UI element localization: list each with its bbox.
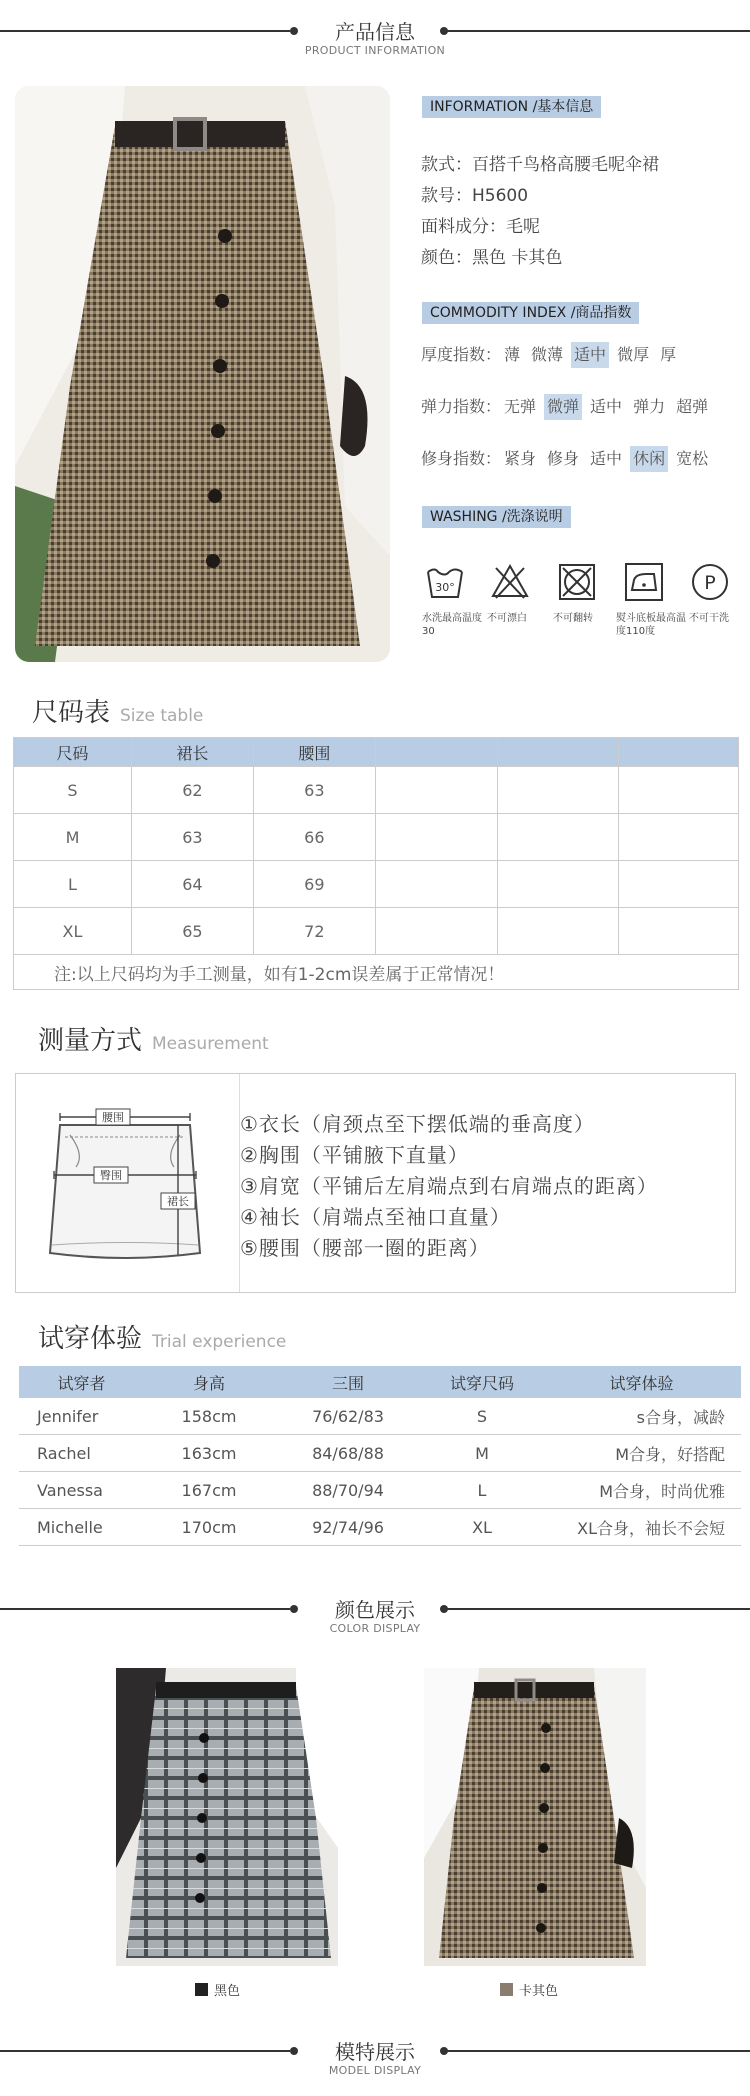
dry-clean-letter: P — [704, 572, 716, 594]
washing-tag: WASHING /洗涤说明 — [422, 506, 571, 528]
size-header-cell: 腰围 — [253, 738, 375, 767]
trial-cell: Jennifer — [19, 1398, 144, 1435]
section-title: 产品信息 — [335, 20, 415, 44]
trial-cell: 170cm — [144, 1509, 274, 1546]
diagram-hip-label: 臀围 — [100, 1169, 122, 1182]
wash-temp-text: 30° — [435, 581, 455, 594]
index-row — [421, 342, 684, 368]
size-cell — [375, 814, 497, 861]
product-photo — [15, 86, 390, 662]
trial-table — [19, 1366, 741, 1546]
index-option: 微弹 — [544, 394, 582, 420]
model-display-header — [0, 2040, 750, 2084]
trial-title — [38, 1318, 286, 1355]
iron-110-icon — [624, 562, 664, 602]
skirt-diagram — [40, 1095, 210, 1270]
info-code: 款号：H5600 — [421, 186, 529, 206]
measurement-title-en: Measurement — [152, 1034, 269, 1054]
index-option: 修身 — [547, 449, 580, 468]
size-cell — [375, 767, 497, 814]
no-tumble-dry-icon — [557, 562, 597, 602]
size-header-cell — [619, 738, 739, 767]
index-row — [421, 394, 716, 420]
wash-label-3: 不可翻转 — [553, 613, 593, 624]
no-dry-clean-icon — [690, 562, 730, 602]
trial-header-cell: 试穿尺码 — [422, 1366, 542, 1398]
measure-item-2: ②胸围（平铺腋下直量） — [240, 1143, 469, 1167]
index-option: 适中 — [590, 397, 623, 416]
size-cell — [619, 814, 739, 861]
trial-header-cell: 试穿者 — [19, 1366, 144, 1398]
color-photo-khaki — [424, 1668, 646, 1966]
trial-cell: XL合身，袖长不会短 — [542, 1509, 741, 1546]
size-cell: 69 — [253, 861, 375, 908]
measurement-title-cn: 测量方式 — [38, 1026, 143, 1056]
size-cell — [619, 767, 739, 814]
diagram-length-label: 裙长 — [167, 1195, 189, 1208]
size-cell: 63 — [131, 814, 253, 861]
trial-cell: S — [422, 1398, 542, 1435]
size-cell: XL — [14, 908, 132, 955]
trial-cell: 92/74/96 — [274, 1509, 422, 1546]
trial-row — [19, 1398, 741, 1435]
trial-cell: 84/68/88 — [274, 1435, 422, 1472]
info-fabric: 面料成分：毛呢 — [421, 217, 540, 237]
trial-title-cn: 试穿体验 — [38, 1324, 143, 1354]
index-option: 适中 — [571, 342, 609, 368]
index-option: 宽松 — [676, 449, 709, 468]
section-title: 颜色展示 — [335, 1598, 415, 1622]
size-header-cell: 裙长 — [131, 738, 253, 767]
section-subtitle: COLOR DISPLAY — [329, 1622, 421, 1635]
color-photo-black — [116, 1668, 338, 1966]
color-swatch-black — [195, 1983, 208, 1996]
size-cell: L — [14, 861, 132, 908]
index-option: 微厚 — [617, 345, 650, 364]
color-label-khaki — [500, 1980, 558, 1999]
size-cell — [375, 861, 497, 908]
size-header-cell — [375, 738, 497, 767]
size-cell — [375, 908, 497, 955]
index-option: 厚 — [660, 345, 677, 364]
color-swatch-khaki — [500, 1983, 513, 1996]
size-cell — [497, 861, 619, 908]
index-option: 微薄 — [531, 345, 564, 364]
measure-item-5: ⑤腰围（腰部一圈的距离） — [240, 1236, 490, 1260]
index-row-label: 弹力指数： — [421, 397, 502, 416]
trial-cell: Michelle — [19, 1509, 144, 1546]
trial-header-cell: 试穿体验 — [542, 1366, 741, 1398]
size-table-title-cn: 尺码表 — [32, 698, 111, 728]
size-cell: 72 — [253, 908, 375, 955]
trial-row — [19, 1472, 741, 1509]
trial-row — [19, 1509, 741, 1546]
index-option: 无弹 — [504, 397, 537, 416]
trial-title-en: Trial experience — [152, 1332, 287, 1352]
trial-cell: 158cm — [144, 1398, 274, 1435]
product-info-header — [0, 20, 750, 64]
trial-cell: M合身，好搭配 — [542, 1435, 741, 1472]
section-subtitle: PRODUCT INFORMATION — [304, 44, 446, 57]
size-row — [14, 861, 739, 908]
index-option: 紧身 — [504, 449, 537, 468]
size-cell: M — [14, 814, 132, 861]
index-option: 超弹 — [676, 397, 709, 416]
trial-cell: XL — [422, 1509, 542, 1546]
size-cell: 62 — [131, 767, 253, 814]
measure-item-1: ①衣长（肩颈点至下摆低端的垂高度） — [240, 1112, 595, 1136]
size-cell — [619, 861, 739, 908]
index-option: 弹力 — [633, 397, 666, 416]
size-header-cell: 尺码 — [14, 738, 132, 767]
size-row — [14, 908, 739, 955]
info-color: 颜色：黑色 卡其色 — [421, 248, 563, 268]
size-cell — [619, 908, 739, 955]
trial-cell: 76/62/83 — [274, 1398, 422, 1435]
trial-row — [19, 1435, 741, 1472]
diagram-waist-label: 腰围 — [102, 1111, 124, 1124]
trial-cell: L — [422, 1472, 542, 1509]
size-note: 注:以上尺码均为手工测量，如有1-2cm误差属于正常情况！ — [14, 955, 739, 990]
trial-cell: M合身，时尚优雅 — [542, 1472, 741, 1509]
trial-cell: Rachel — [19, 1435, 144, 1472]
measure-item-4: ④袖长（肩端点至袖口直量） — [240, 1205, 511, 1229]
trial-cell: s合身，减龄 — [542, 1398, 741, 1435]
trial-cell: 88/70/94 — [274, 1472, 422, 1509]
trial-cell: Vanessa — [19, 1472, 144, 1509]
section-title: 模特展示 — [335, 2040, 415, 2064]
trial-cell: 167cm — [144, 1472, 274, 1509]
size-cell — [497, 908, 619, 955]
trial-header-cell: 身高 — [144, 1366, 274, 1398]
size-header-cell — [497, 738, 619, 767]
index-tag: COMMODITY INDEX /商品指数 — [422, 302, 639, 324]
measurement-title — [38, 1020, 269, 1057]
wash-30-icon — [425, 562, 465, 602]
wash-label-5: 不可干洗 — [689, 613, 729, 624]
color-label-black — [195, 1980, 240, 1999]
size-table — [13, 737, 739, 990]
wash-label-2: 不可漂白 — [487, 613, 527, 624]
index-option: 休闲 — [630, 446, 668, 472]
size-cell: S — [14, 767, 132, 814]
color-name-khaki: 卡其色 — [519, 1984, 559, 1999]
index-row-label: 修身指数： — [421, 449, 502, 468]
size-cell — [497, 767, 619, 814]
size-table-title-en: Size table — [120, 706, 204, 726]
trial-cell: M — [422, 1435, 542, 1472]
size-cell: 65 — [131, 908, 253, 955]
size-row — [14, 767, 739, 814]
size-cell — [497, 814, 619, 861]
info-style: 款式：百搭千鸟格高腰毛呢伞裙 — [421, 155, 659, 175]
size-cell: 64 — [131, 861, 253, 908]
no-bleach-icon — [490, 562, 530, 602]
wash-label-4: 熨斗底板最高温度110度 — [616, 613, 686, 637]
index-row — [421, 446, 716, 472]
info-tag: INFORMATION /基本信息 — [422, 96, 601, 118]
size-cell: 66 — [253, 814, 375, 861]
section-subtitle: MODEL DISPLAY — [328, 2064, 422, 2077]
size-row — [14, 814, 739, 861]
trial-header-cell: 三围 — [274, 1366, 422, 1398]
color-display-header — [0, 1598, 750, 1642]
size-table-title — [32, 692, 203, 729]
measure-item-3: ③肩宽（平铺后左肩端点到右肩端点的距离） — [240, 1174, 658, 1198]
index-row-label: 厚度指数： — [421, 345, 502, 364]
wash-label-1: 水洗最高温度30 — [422, 613, 482, 637]
index-option: 适中 — [590, 449, 623, 468]
size-cell: 63 — [253, 767, 375, 814]
color-name-black: 黑色 — [214, 1984, 241, 1999]
index-option: 薄 — [504, 345, 521, 364]
trial-cell: 163cm — [144, 1435, 274, 1472]
